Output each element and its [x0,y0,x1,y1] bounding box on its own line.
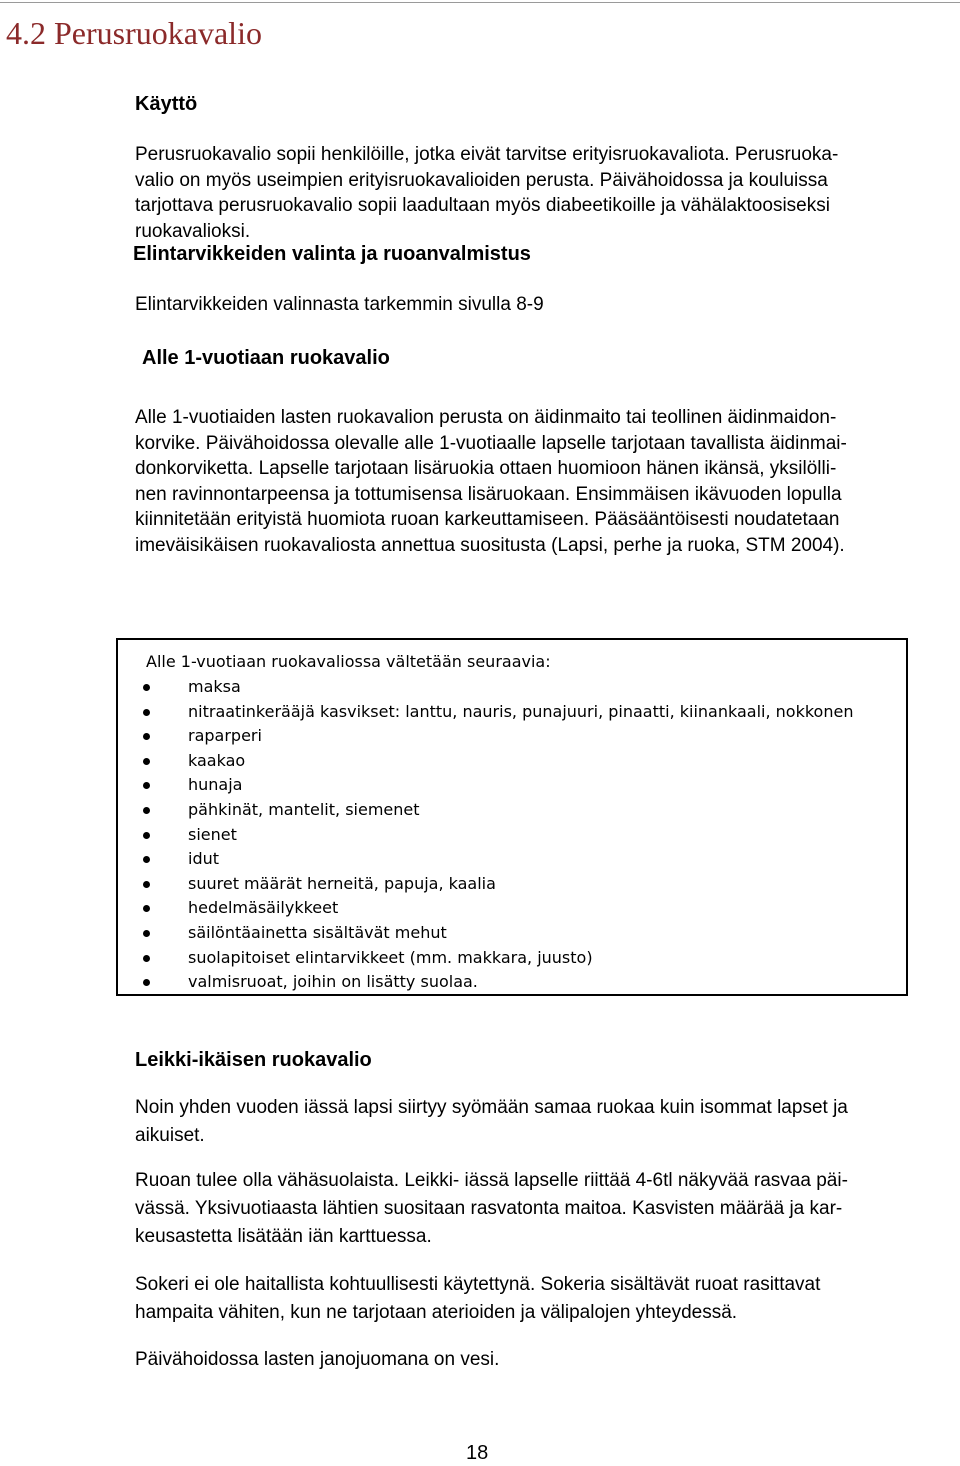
top-rule [0,2,960,3]
heading-elintarvikkeet: Elintarvikkeiden valinta ja ruoanvalmistus [133,243,531,265]
text-line: imeväisikäisen ruokavaliosta annettua suositusta (Lapsi, perhe ja ruoka, STM 2004). [135,534,845,556]
list-item-text: pähkinät, mantelit, siemenet [188,799,420,819]
list-item [138,675,853,700]
text-line: Noin yhden vuoden iässä lapsi siirtyy syömään samaa ruokaa kuin isommat lapset ja [135,1097,848,1118]
list-item-text: hunaja [188,775,243,795]
alle1-paragraph [135,405,847,558]
list-item-text: suuret määrät herneitä, papuja, kaalia [188,873,496,893]
list-item-text: valmisruoat, joihin on lisätty suolaa. [188,972,478,992]
text-line: Alle 1-vuotiaiden lasten ruokavalion perusta on äidinmaito tai teollinen äidinmaidon- [135,407,837,428]
list-item-text: nitraatinkerääjä kasvikset: lanttu, nauris, punajuuri, pinaatti, kiinankaali, nokkonen [188,701,854,721]
text-line: Sokeri ei ole haitallista kohtuullisesti käytettynä. Sokeria sisältävät ruoat rasittavat [135,1274,821,1295]
bullet-icon [143,782,150,789]
text-line: valio on myös useimpien erityisruokavalioiden perusta. Päivähoidossa ja kouluissa [135,169,828,191]
heading-kaytto: Käyttö [135,93,198,115]
text-line: aikuiset. [135,1125,205,1146]
bullet-icon [143,807,150,814]
bullet-icon [143,758,150,765]
leikki-paragraph-3 [135,1271,820,1327]
list-item-text: sienet [188,824,237,844]
elintarvikkeet-reference: Elintarvikkeiden valinnasta tarkemmin sivulla 8-9 [135,294,544,315]
page-number: 18 [466,1442,489,1464]
chapter-title: 4.2 Perusruokavalio [6,15,262,51]
avoid-foods-list [138,675,853,995]
list-item [138,872,853,897]
heading-alle1: Alle 1-vuotiaan ruokavalio [142,347,390,369]
bullet-icon [143,930,150,937]
leikki-paragraph-2 [135,1167,848,1251]
list-item-text: maksa [188,677,241,696]
heading-leikki: Leikki-ikäisen ruokavalio [135,1049,372,1071]
list-item [138,749,853,774]
list-item-text: hedelmäsäilykkeet [188,898,339,918]
text-line: tarjottava perusruokavalio sopii laadultaan myös diabeetikoille ja vähälaktoosiseksi [135,195,830,216]
text-line: kiinnitetään erityistä huomiota ruoan karkeuttamiseen. Pääsääntöisesti noudatetaan [135,509,840,530]
bullet-icon [143,684,150,691]
text-line: ruokavalioksi. [135,220,251,242]
list-item-text: säilöntäainetta sisältävät mehut [188,922,447,942]
bullet-icon [143,856,150,863]
list-item-text: kaakao [188,750,246,770]
kaytto-paragraph [135,142,838,244]
text-line: nen ravinnontarpeensa ja tottumisensa lisäruokaan. Ensimmäisen ikävuoden lopulla [135,483,842,505]
avoid-foods-box [116,638,908,996]
text-line: korvike. Päivähoidossa olevalle alle 1-vuotiaalle lapselle tarjotaan tavallista äidinmai- [135,432,847,454]
list-item [138,847,853,872]
bullet-icon [143,733,150,740]
bullet-icon [143,832,150,839]
list-item [138,946,853,971]
list-item [138,970,853,995]
bullet-icon [143,881,150,888]
list-item [138,798,853,823]
list-item [138,823,853,848]
text-line: keusastetta lisätään iän karttuessa. [135,1226,432,1247]
text-line: vässä. Yksivuotiaasta lähtien suositaan rasvatonta maitoa. Kasvisten määrää ja kar- [135,1198,843,1219]
text-line: hampaita vähiten, kun ne tarjotaan aterioiden ja välipalojen yhteydessä. [135,1302,738,1323]
list-item [138,700,853,725]
list-item-text: raparperi [188,726,262,746]
text-line: Perusruokavalio sopii henkilöille, jotka eivät tarvitse erityisruokavaliota. Perusruoka- [135,144,839,165]
bullet-icon [143,905,150,912]
avoid-box-intro: Alle 1-vuotiaan ruokavaliossa vältetään seuraavia: [146,652,551,671]
text-line: donkorviketta. Lapselle tarjotaan lisäruokia ottaen huomioon hänen ikänsä, yksilölli- [135,458,837,479]
list-item [138,773,853,798]
list-item [138,896,853,921]
list-item-text: idut [188,849,220,869]
text-line: Päivähoidossa lasten janojuomana on vesi. [135,1349,500,1370]
text-line: Ruoan tulee olla vähäsuolaista. Leikki- iässä lapselle riittää 4-6tl näkyvää rasvaa päi- [135,1170,848,1191]
leikki-paragraph-1 [135,1094,848,1150]
leikki-paragraph-4 [135,1346,499,1374]
list-item [138,724,853,749]
list-item [138,921,853,946]
list-item-text: suolapitoiset elintarvikkeet (mm. makkara, juusto) [188,947,593,967]
bullet-icon [143,979,150,986]
bullet-icon [143,709,150,716]
bullet-icon [143,955,150,962]
